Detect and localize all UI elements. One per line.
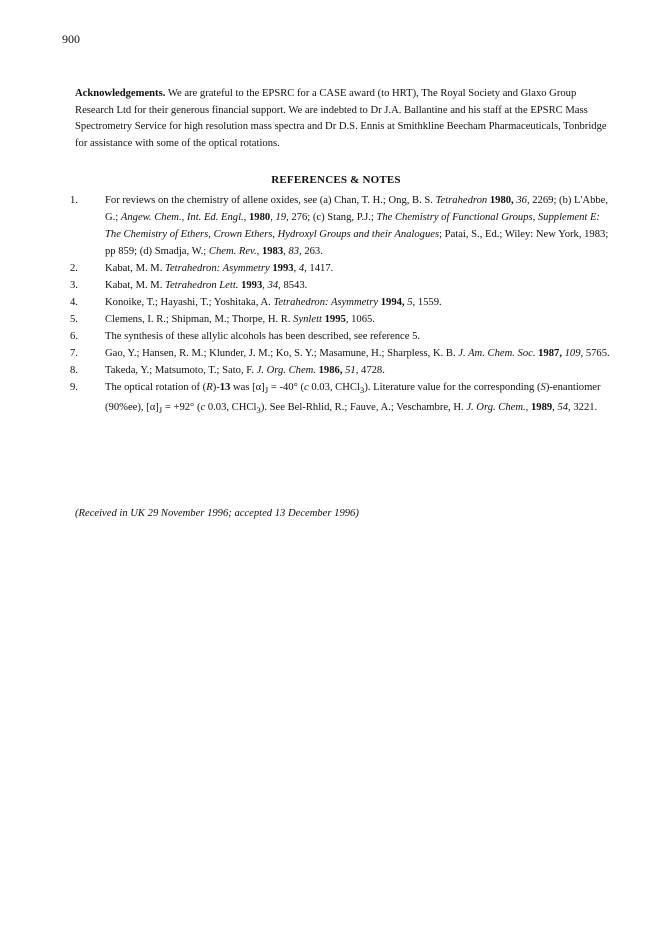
reference-segment: 263. (301, 246, 323, 257)
reference-segment: 4 (298, 263, 305, 274)
reference-segment: , (270, 212, 276, 223)
reference-text (105, 294, 615, 311)
acknowledgements-label: Acknowledgements. (75, 88, 166, 99)
reference-text (105, 345, 615, 362)
reference-segment: 3 (256, 405, 261, 416)
reference-segment: 1983 (261, 246, 284, 257)
reference-segment: 1987, (538, 348, 562, 359)
reference-segment: Tetrahedron: Asymmetry (165, 263, 270, 274)
reference-segment: Kabat, M. M. (105, 280, 166, 291)
reference-segment: 276; (c) Stang, P.J.; (288, 212, 377, 223)
reference-segment: 1995 (324, 314, 346, 325)
reference-segment: Tetrahedron Lett. (165, 280, 239, 291)
reference-segment: J. Org. Chem., (466, 402, 529, 414)
reference-segment: The Chemistry of Functional Groups, Supplement E: The Chemistry of Ethers, Crown Ethers, Hydroxyl Groups and their Analogues (105, 212, 600, 240)
reference-segment: Synlett (293, 314, 322, 325)
reference-segment: 0.03, CHCl (205, 402, 257, 414)
reference-text (105, 311, 615, 328)
reference-text (105, 362, 615, 379)
reference-segment: The optical rotation of ( (105, 382, 207, 393)
reference-segment: Kabat, M. M. (105, 263, 166, 274)
reference-segment: c (200, 402, 206, 414)
reference-segment: , 1065. (345, 314, 375, 325)
reference-text (105, 192, 615, 260)
reference-item (70, 362, 615, 379)
reference-segment: 1980, (489, 195, 514, 206)
reference-segment: R (206, 382, 213, 393)
reference-segment: 19, (275, 212, 289, 223)
page-number: 900 (62, 32, 80, 46)
reference-item (70, 311, 615, 328)
reference-segment: Tetrahedron (435, 195, 488, 206)
reference-segment: The synthesis of these allylic alcohols has been described, see reference 5. (105, 331, 421, 342)
reference-number: 6. (70, 331, 78, 342)
reference-segment: 1994, (380, 297, 405, 308)
reference-segment: 5 (407, 297, 413, 308)
reference-number: 9. (70, 382, 78, 393)
reference-text (105, 328, 615, 345)
reference-number: 8. (70, 365, 78, 376)
reference-segment: 1993 (272, 263, 294, 274)
reference-segment: 51 (345, 365, 356, 376)
reference-text (105, 379, 615, 419)
reference-text (105, 260, 615, 277)
reference-segment: 83, (288, 246, 302, 257)
reference-number: 5. (70, 314, 78, 325)
reference-segment: Angew. Chem., Int. Ed. Engl., (120, 212, 247, 223)
reference-number: 2. (70, 263, 78, 274)
reference-segment: 0.03, CHCl (308, 382, 360, 393)
reference-segment: , 8543. (278, 280, 308, 291)
reference-segment: , 3221. (568, 402, 598, 414)
reference-segment: J (264, 385, 269, 396)
reference-segment: , 1559. (412, 297, 442, 308)
reference-segment: J. Org. Chem. (256, 365, 316, 376)
reference-segment: = +92° ( (162, 402, 201, 414)
reference-segment: , (262, 280, 268, 291)
reference-segment: , (552, 402, 558, 414)
reference-segment: ). See Bel-Rhlid, R.; Fauve, A.; Veschambre, H. (260, 402, 467, 414)
reference-segment: 1980 (249, 212, 271, 223)
reference-segment: , (283, 246, 289, 257)
reference-segment: Takeda, Y.; Matsumoto, T.; Sato, F. (105, 365, 257, 376)
reference-segment: Konoike, T.; Hayashi, T.; Yoshitaka, A. (105, 297, 274, 308)
reference-segment: ; Patai, S., Ed.; Wiley: New York, 1983; pp 859; (d) Smadja, W.; (105, 229, 609, 257)
reference-segment: = -40° ( (268, 382, 304, 393)
reference-segment: Clemens, I. R.; Shipman, M.; Thorpe, H. R. (105, 314, 294, 325)
reference-segment: 2269; (b) L'Abbe, G.; (105, 195, 609, 223)
reference-item (70, 328, 615, 345)
reference-segment: c (303, 382, 309, 393)
reference-segment: Chem. Rev., (208, 246, 260, 257)
reference-item (70, 379, 615, 419)
reference-segment: Tetrahedron: Asymmetry (273, 297, 379, 308)
reference-segment: 34 (267, 280, 279, 291)
reference-segment: 36, (516, 195, 530, 206)
reference-number: 7. (70, 348, 78, 359)
reference-segment: 1989 (530, 402, 553, 414)
reference-number: 1. (70, 195, 78, 206)
acknowledgements (75, 86, 615, 152)
reference-segment: 5765. (583, 348, 610, 359)
reference-segment: J (158, 405, 163, 416)
reference-segment: 1993 (241, 280, 263, 291)
acknowledgements-text: We are grateful to the EPSRC for a CASE award (to HRT), The Royal Society and Glaxo Group Research Ltd for their generous financial support. We are indebted to Dr J.A. Ballantine and his staff at the EPSRC Mass Spectrometry Service for high resolution mass spectra and Dr D.S. Ennis at Smithkline Beecham Pharmaceuticals, Tonbridge for assistance with some of the optical rotations. (75, 88, 607, 149)
reference-item (70, 260, 615, 277)
reference-segment: )- (212, 382, 220, 393)
reference-item (70, 192, 615, 260)
reference-segment: S (540, 382, 546, 393)
reference-segment: J. Am. Chem. Soc. (458, 348, 536, 359)
reference-item (70, 294, 615, 311)
reference-segment: , (293, 263, 299, 274)
received-note: (Received in UK 29 November 1996; accepted 13 December 1996) (75, 508, 359, 519)
reference-segment: 1986, (318, 365, 343, 376)
reference-segment: , 4728. (355, 365, 385, 376)
reference-segment: 109, (564, 348, 584, 359)
reference-number: 3. (70, 280, 78, 291)
reference-text (105, 277, 615, 294)
reference-segment: For reviews on the chemistry of allene oxides, see (a) Chan, T. H.; Ong, B. S. (105, 195, 436, 206)
reference-item (70, 277, 615, 294)
reference-segment: 3 (359, 385, 365, 396)
reference-segment: 13 (219, 382, 231, 393)
reference-segment: Gao, Y.; Hansen, R. M.; Klunder, J. M.; Ko, S. Y.; Masamune, H.; Sharpless, K. B. (105, 348, 459, 359)
reference-segment: was [α] (230, 382, 265, 393)
references-heading: REFERENCES & NOTES (271, 174, 401, 186)
reference-segment: )-enantiomer (90%ee), [α] (105, 382, 601, 414)
references-list (70, 192, 615, 419)
reference-item (70, 345, 615, 362)
reference-segment: ). Literature value for the corresponding ( (364, 382, 541, 393)
reference-segment: , 1417. (304, 263, 334, 274)
reference-segment: 54 (557, 402, 569, 414)
reference-number: 4. (70, 297, 78, 308)
